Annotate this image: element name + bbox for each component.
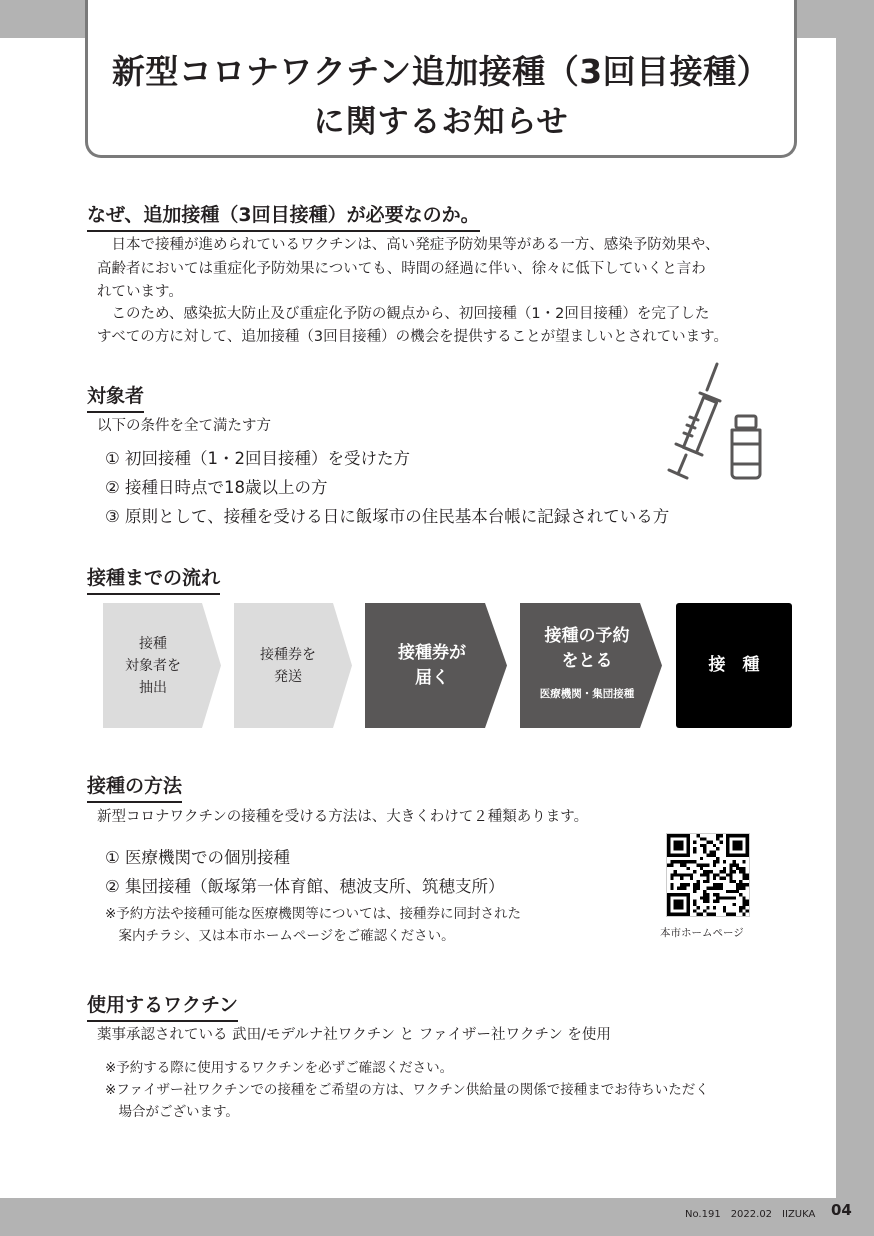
flow-step-3-line-2: 届く: [415, 667, 449, 688]
flow-step-3-line-1: 接種券が: [398, 642, 466, 663]
method-note-line-1: ※予約方法や接種可能な医療機関等については、接種券に同封された: [105, 906, 522, 922]
vaccine-note-2-line-1: ※ファイザー社ワクチンでの接種をご希望の方は、ワクチン供給量の関係で接種までお待ちいただく: [105, 1082, 709, 1098]
why-heading: なぜ、追加接種（3回目接種）が必要なのか。: [87, 200, 480, 232]
target-heading: 対象者: [87, 381, 144, 413]
vaccine-illustration: [660, 360, 775, 485]
page-number: 04: [831, 1201, 852, 1219]
vaccine-note-2-line-2: 場合がございます。: [105, 1104, 239, 1120]
flow-step-5-line-1: 接 種: [708, 655, 760, 675]
target-intro: 以下の条件を全て満たす方: [97, 418, 271, 434]
flow-step-1-line-3: 抽出: [139, 679, 167, 696]
target-item-3: ③ 原則として、接種を受ける日に飯塚市の住民基本台帳に記録されている方: [105, 507, 670, 526]
why-paragraph-2-line-2: すべての方に対して、追加接種（3回目接種）の機会を提供することが望ましいとされています。: [97, 329, 728, 345]
page-subtitle: に関するお知らせ: [313, 104, 569, 140]
vaccine-vial-icon: [732, 416, 760, 478]
title-box: [85, 0, 797, 158]
flow-step-2-line-1: 接種券を: [260, 646, 316, 663]
target-item-1: ① 初回接種（1・2回目接種）を受けた方: [105, 449, 411, 468]
method-item-2: ② 集団接種（飯塚第一体育館、穂波支所、筑穂支所）: [105, 877, 505, 896]
flow-step-3: [365, 603, 507, 728]
flow-step-4-line-1: 接種の予約: [544, 626, 630, 646]
flow-step-1-line-1: 接種: [139, 635, 167, 652]
flow-step-2: [234, 603, 352, 728]
qr-code-icon: [667, 834, 749, 916]
why-paragraph-1-line-3: れています。: [97, 284, 183, 300]
why-paragraph-1-line-2: 高齢者においては重症化予防効果についても、時間の経過に伴い、徐々に低下していくと言わ: [97, 261, 706, 277]
qr-code[interactable]: [666, 833, 750, 917]
flow-step-2-line-2: 発送: [274, 668, 302, 685]
target-item-2: ② 接種日時点で18歳以上の方: [105, 478, 328, 497]
flow-step-4: [520, 603, 662, 728]
qr-caption: 本市ホームページ: [660, 927, 744, 939]
flow-heading: 接種までの流れ: [87, 563, 220, 595]
method-intro: 新型コロナワクチンの接種を受ける方法は、大きくわけて２種類あります。: [97, 809, 589, 825]
why-paragraph-1-line-1: 日本で接種が進められているワクチンは、高い発症予防効果等がある一方、感染予防効果や、: [97, 237, 720, 253]
page-title: 新型コロナワクチン追加接種（3回目接種）: [111, 52, 771, 91]
syringe-icon: [669, 364, 720, 478]
why-paragraph-2-line-1: このため、感染拡大防止及び重症化予防の観点から、初回接種（1・2回目接種）を完了した: [97, 306, 710, 322]
method-note-line-2: 案内チラシ、又は本市ホームページをご確認ください。: [105, 928, 455, 944]
flow-step-1: [103, 603, 221, 728]
right-margin-band: [836, 0, 874, 1236]
flow-step-4-sub: 医療機関・集団接種: [539, 688, 635, 700]
method-heading: 接種の方法: [87, 771, 182, 803]
flow-step-5: [676, 603, 792, 728]
vaccine-intro: 薬事承認されている 武田/モデルナ社ワクチン と ファイザー社ワクチン を使用: [97, 1027, 611, 1043]
flow-step-1-line-2: 対象者を: [125, 657, 181, 674]
flow-step-4-line-2: をとる: [561, 651, 613, 671]
vaccine-heading: 使用するワクチン: [87, 990, 238, 1022]
vaccine-note-1: ※予約する際に使用するワクチンを必ずご確認ください。: [105, 1060, 454, 1076]
footer-issue: No.191 2022.02 IIZUKA: [685, 1209, 816, 1220]
method-item-1: ① 医療機関での個別接種: [105, 848, 291, 867]
